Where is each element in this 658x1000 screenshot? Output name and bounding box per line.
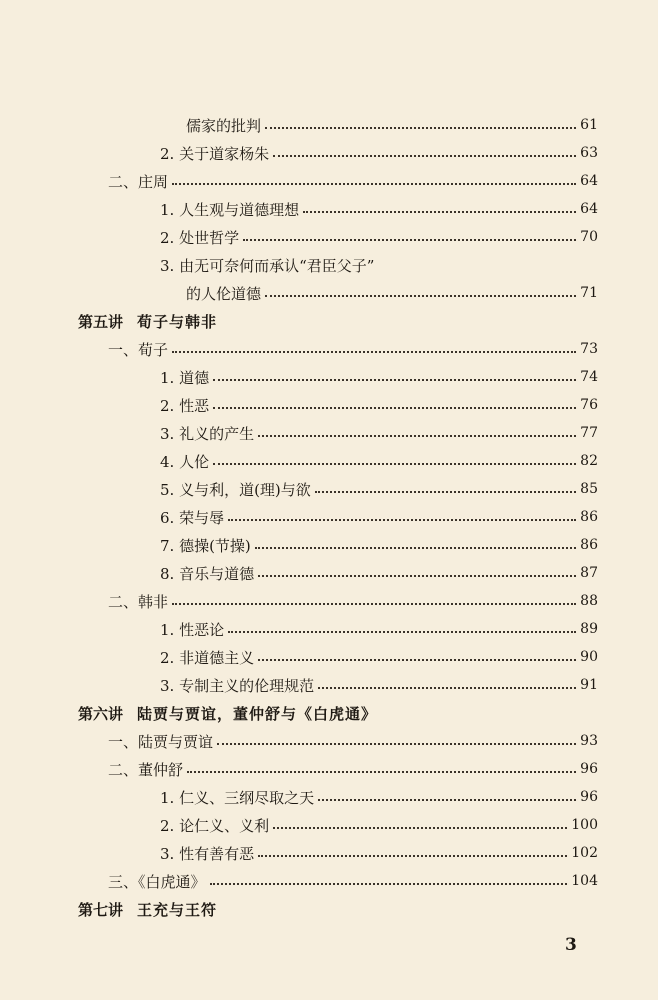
chapter-heading: [78, 698, 598, 728]
toc-entry: [160, 810, 598, 840]
toc-entry-page: 63: [580, 145, 598, 161]
toc-entry-title: 1. 人生观与道德理想: [160, 200, 300, 219]
dot-leader: [315, 491, 576, 493]
toc-entry: [160, 614, 598, 644]
toc-entry-page: 76: [580, 397, 598, 413]
dot-leader: [217, 743, 576, 745]
toc-entry-title: 一、荀子: [108, 340, 169, 359]
toc-entry-title: 的人伦道德: [186, 284, 262, 303]
toc-entry-title: 2. 非道德主义: [160, 648, 255, 667]
toc-entry: [160, 418, 598, 448]
dot-leader: [258, 435, 576, 437]
toc-entry-page: 85: [580, 481, 598, 497]
chapter-title: 荀子与韩非: [137, 312, 218, 331]
dot-leader: [258, 659, 576, 661]
toc-entry-page: 70: [580, 229, 598, 245]
dot-leader: [273, 155, 576, 157]
toc-entry: [160, 558, 598, 588]
toc-entry-page: 89: [580, 621, 598, 637]
toc-entry-title: 1. 仁义、三纲尽取之天: [160, 788, 315, 807]
dot-leader: [213, 463, 576, 465]
toc-entry: [108, 586, 598, 616]
dot-leader: [210, 883, 568, 885]
dot-leader: [318, 799, 576, 801]
toc-entry-page: 64: [580, 173, 598, 189]
toc-entry-page: 87: [580, 565, 598, 581]
chapter-number: 第五讲: [78, 312, 124, 331]
toc-entry-title: 3. 礼义的产生: [160, 424, 255, 443]
toc-entry-title: 儒家的批判: [186, 116, 262, 135]
toc-entry-title: 2. 性恶: [160, 396, 210, 415]
toc-entry: [186, 110, 598, 140]
toc-entry-title: 3. 性有善有恶: [160, 844, 255, 863]
toc-entry-page: 74: [580, 369, 598, 385]
toc-entry: [160, 502, 598, 532]
dot-leader: [213, 379, 576, 381]
dot-leader: [172, 183, 576, 185]
toc-entry-page: 71: [580, 285, 598, 301]
toc-entry-title: 2. 处世哲学: [160, 228, 240, 247]
dot-leader: [172, 351, 576, 353]
dot-leader: [265, 127, 576, 129]
toc-entry-title: 6. 荣与辱: [160, 508, 225, 527]
dot-leader: [228, 519, 576, 521]
dot-leader: [228, 631, 576, 633]
toc-entry-title: 二、董仲舒: [108, 760, 184, 779]
toc-entry-title: 8. 音乐与道德: [160, 564, 255, 583]
toc-entry-title: 一、陆贾与贾谊: [108, 732, 214, 751]
toc-entry-page: 100: [571, 817, 598, 833]
toc-entry-page: 86: [580, 509, 598, 525]
toc-entry-page: 96: [580, 789, 598, 805]
dot-leader: [303, 211, 576, 213]
toc-entry-page: 61: [580, 117, 598, 133]
dot-leader: [273, 827, 567, 829]
dot-leader: [243, 239, 576, 241]
toc-entry: [108, 866, 598, 896]
toc-entry: [160, 138, 598, 168]
page-number: 3: [565, 935, 577, 955]
toc-entry: [160, 474, 598, 504]
toc-entry-page: 86: [580, 537, 598, 553]
toc-entry-title: 三、《白虎通》: [108, 872, 206, 891]
toc-entry-title: 7. 德操(节操): [160, 536, 251, 555]
toc-entry: [160, 250, 598, 280]
toc-entry: [108, 754, 598, 784]
dot-leader: [187, 771, 576, 773]
chapter-heading: [78, 306, 598, 336]
toc-entry-title: 3. 由无可奈何而承认“君臣父子”: [160, 256, 375, 275]
toc-entry-title: 4. 人伦: [160, 452, 210, 471]
toc-entry-title: 1. 道德: [160, 368, 210, 387]
toc-entry-page: 96: [580, 761, 598, 777]
chapter-number: 第七讲: [78, 900, 124, 919]
toc-entry-page: 73: [580, 341, 598, 357]
dot-leader: [213, 407, 576, 409]
toc-entry-page: 91: [580, 677, 598, 693]
toc-entry-title: 5. 义与利，道(理)与欲: [160, 480, 311, 499]
toc-entry-title: 二、韩非: [108, 592, 169, 611]
toc-entry-page: 77: [580, 425, 598, 441]
toc-entry: [160, 782, 598, 812]
toc-entry: [108, 726, 598, 756]
dot-leader: [318, 687, 576, 689]
chapter-title: 陆贾与贾谊，董仲舒与《白虎通》: [137, 704, 378, 723]
toc-entry: [108, 166, 598, 196]
toc-entry: [160, 390, 598, 420]
dot-leader: [265, 295, 576, 297]
toc-entry: [160, 838, 598, 868]
toc-entry: [160, 362, 598, 392]
toc-entry: [186, 278, 598, 308]
toc-entry: [108, 334, 598, 364]
toc-entry-title: 二、庄周: [108, 172, 169, 191]
toc-entry-page: 90: [580, 649, 598, 665]
dot-leader: [258, 575, 576, 577]
toc-entry-title: 3. 专制主义的伦理规范: [160, 676, 315, 695]
toc-entry-page: 104: [571, 873, 598, 889]
toc-entry: [160, 222, 598, 252]
toc-entry-page: 93: [580, 733, 598, 749]
toc-entry-title: 2. 关于道家杨朱: [160, 144, 270, 163]
toc-entry: [160, 530, 598, 560]
toc-entry-page: 64: [580, 201, 598, 217]
toc-entry-title: 2. 论仁义、义利: [160, 816, 270, 835]
chapter-number: 第六讲: [78, 704, 124, 723]
toc-entry-title: 1. 性恶论: [160, 620, 225, 639]
dot-leader: [255, 547, 576, 549]
toc-entry: [160, 194, 598, 224]
toc-entry-page: 82: [580, 453, 598, 469]
toc-entry: [160, 670, 598, 700]
chapter-title: 王充与王符: [137, 900, 218, 919]
toc-entry-page: 88: [580, 593, 598, 609]
chapter-heading: [78, 894, 598, 924]
dot-leader: [172, 603, 576, 605]
toc-entry: [160, 642, 598, 672]
toc-entry-page: 102: [571, 845, 598, 861]
toc-entry: [160, 446, 598, 476]
dot-leader: [258, 855, 567, 857]
